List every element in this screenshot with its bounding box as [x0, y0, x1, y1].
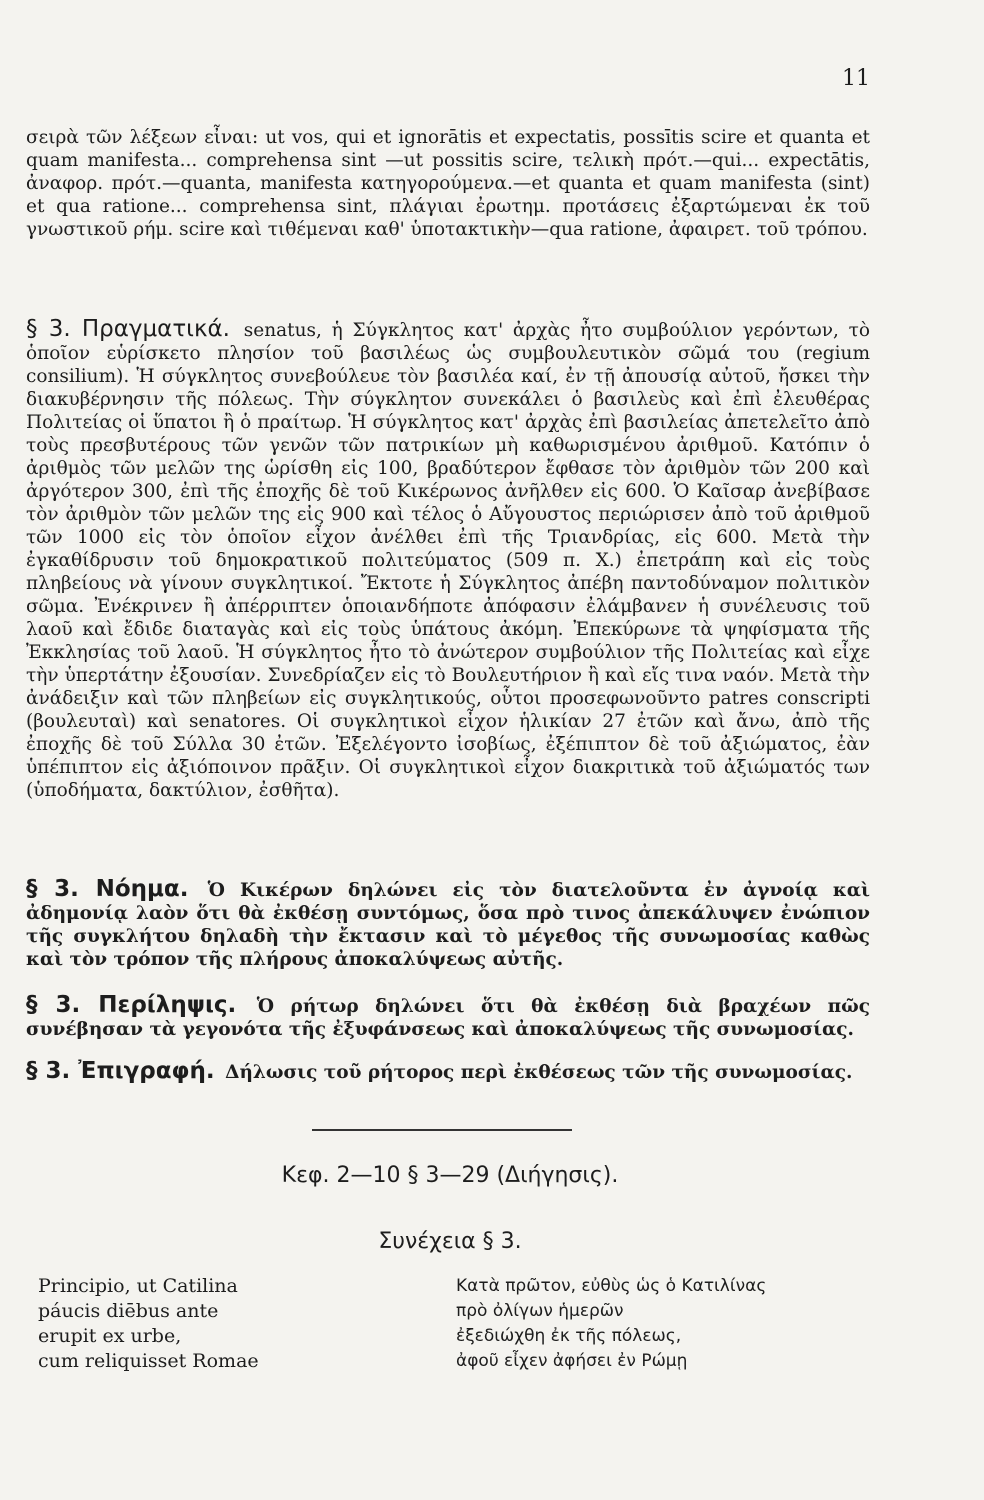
- latin-line: Principio, ut Catilina: [38, 1275, 238, 1297]
- paragraph-text: Ὁ ρήτωρ δηλώνει ὅτι θὰ ἐκθέσῃ διὰ βραχέων πῶς συνέβησαν τὰ γεγονότα τῆς ἐξυφάνσεως καὶ ἀποκαλύψεως τῆς συνωμοσίας.: [26, 996, 870, 1040]
- section-heading: § 3. Ἐπιγραφή.: [26, 1058, 215, 1084]
- divider: [312, 1129, 572, 1131]
- paragraph-text: σειρὰ τῶν λέξεων εἶναι: ut vos, qui et ignorātis et expectatis, possītis scire et quanta et quam manifesta... comprehensa sint —ut possitis scire, τελικὴ πρότ.—qui... expectātis, ἀναφορ. πρότ.—quanta, manifesta κατηγορούμενα.—et quanta et quam manifesta (sint) et qua ratione... comprehensa sint, πλάγιαι ἐρωτημ. προτάσεις ἐξαρτώμεναι ἐκ τοῦ γνωστικοῦ ρήμ. scire καὶ τιθέμεναι καθ' ὑποτακτικὴν—qua ratione, ἀφαιρετ. τοῦ τρόπου.: [26, 127, 870, 240]
- paragraph-pragmatika: [26, 318, 870, 802]
- paragraph-perilipsis: [26, 994, 870, 1041]
- continuation-heading: Συνέχεια § 3.: [378, 1229, 522, 1254]
- paragraph-syntax: [26, 126, 870, 241]
- section-heading: § 3. Πραγματικά.: [26, 316, 230, 342]
- section-heading: § 3. Περίληψις.: [26, 992, 237, 1018]
- paragraph-epigrafi: [26, 1060, 870, 1084]
- greek-translation-column: [456, 1274, 886, 1374]
- paragraph-noima: [26, 878, 870, 971]
- greek-line: πρὸ ὀλίγων ἡμερῶν: [456, 1301, 624, 1321]
- paragraph-text: Ὁ Κικέρων δηλώνει εἰς τὸν διατελοῦντα ἐν ἀγνοίᾳ καὶ ἀδημονίᾳ λαὸν ὅτι θὰ ἐκθέσῃ συντόμως, ὅσα πρὸ τινος ἀπεκάλυψεν ἐνώπιον τῆς συγκλήτου δηλαδὴ τὴν ἔκτασιν καὶ τὸ μέγεθος τῆς συνωμοσίας καθὼς καὶ τὸν τρόπον τῆς πλήρους ἀποκαλύψεως αὐτῆς.: [26, 880, 870, 970]
- greek-line: ἐξεδιώχθη ἐκ τῆς πόλεως,: [456, 1326, 682, 1346]
- page-number: 11: [842, 66, 870, 91]
- paragraph-text: senatus, ἡ Σύγκλητος κατ' ἀρχὰς ἦτο συμβούλιον γερόντων, τὸ ὁποῖον εὑρίσκετο πλησίον τοῦ βασιλέως ὡς συμβουλευτικὸν σῶμά του (regium consilium). Ἡ σύγκλητος συνεβούλευε τὸν βασιλέα καί, ἐν τῇ ἀπουσίᾳ αὐτοῦ, ἤσκει τὴν διακυβέρνησιν τῆς πόλεως. Τὴν σύγκλητον συνεκάλει ὁ βασιλεὺς καὶ ἐπὶ ἐλευθέρας Πολιτείας οἱ ὕπατοι ἢ ὁ πραίτωρ. Ἡ σύγκλητος κατ' ἀρχὰς ἐπὶ βασιλείας ἀπετελεῖτο ἀπὸ τοὺς πρεσβυτέρους τῶν γενῶν τῶν πατρικίων μὴ καθωρισμένου ἀριθμοῦ. Κατόπιν ὁ ἀριθμὸς τῶν μελῶν της ὡρίσθη εἰς 100, βραδύτερον ἔφθασε τὸν ἀριθμὸν τῶν 200 καὶ ἀργότερον 300, ἐπὶ τῆς ἐποχῆς δὲ τοῦ Κικέρωνος ἀνῆλθεν εἰς 600. Ὁ Καῖσαρ ἀνεβίβασε τὸν ἀριθμὸν τῶν μελῶν της εἰς 900 καὶ τέλος ὁ Αὔγουστος περιώρισεν ἀπὸ τοῦ ἀριθμοῦ τῶν 1000 εἰς τὸν ὁποῖον εἶχον ἀνέλθει ἐπὶ τῆς Τριανδρίας, εἰς 600. Μετὰ τὴν ἐγκαθίδρυσιν τοῦ δημοκρατικοῦ πολιτεύματος (509 π. Χ.) ἐπετράπη καὶ εἰς τοὺς πληβείους νὰ γίνουν συγκλητικοί. Ἔκτοτε ἡ Σύγκλητος ἀπέβη παντοδύναμον πολιτικὸν σῶμα. Ἐνέκρινεν ἢ ἀπέρριπτεν ὁποιανδήποτε ἀπόφασιν ἐλάμβανεν ἡ συνέλευσις τοῦ λαοῦ καὶ ἔδιδε διαταγὰς καὶ εἰς τοὺς ὑπάτους ἀκόμη. Ἐπεκύρωνε τὰ ψηφίσματα τῆς Ἐκκλησίας τοῦ λαοῦ. Ἡ σύγκλητος ἦτο τὸ ἀνώτερον συμβούλιον τῆς Πολιτείας καὶ εἶχε τὴν ὑπερτάτην ἐξουσίαν. Συνεδρίαζεν εἰς τὸ Βουλευτήριον ἢ καὶ εἴς τινα ναόν. Μετὰ τὴν ἀνάδειξιν καὶ τῶν πληβείων εἰς συγκλητικούς, οὗτοι προσεφωνοῦντο patres conscripti (βουλευταὶ) καὶ senatores. Οἱ συγκλητικοὶ εἶχον ἡλικίαν 27 ἐτῶν καὶ ἄνω, ἀπὸ τῆς ἐποχῆς δὲ τοῦ Σύλλα 30 ἐτῶν. Ἐξελέγοντο ἰσοβίως, ἐξέπιπτον δὲ τοῦ ἀξιώματος, ἐὰν ὑπέπιπτον εἰς ἀξιόποινον πρᾶξιν. Οἱ συγκλητικοὶ εἶχον διακριτικὰ τοῦ ἀξιώματός των (ὑποδήματα, δακτύλιον, ἐσθῆτα).: [26, 320, 870, 801]
- latin-line: erupit ex urbe,: [38, 1325, 182, 1347]
- section-heading: § 3. Νόημα.: [26, 876, 189, 902]
- latin-line: cum reliquisset Romae: [38, 1350, 259, 1372]
- greek-line: Κατὰ πρῶτον, εὐθὺς ὡς ὁ Κατιλίνας: [456, 1276, 767, 1296]
- latin-text-column: [38, 1274, 418, 1374]
- chapter-heading: Κεφ. 2—10 § 3—29 (Διήγησις).: [281, 1163, 619, 1188]
- greek-line: ἀφοῦ εἶχεν ἀφήσει ἐν Ρώμῃ: [456, 1351, 688, 1371]
- paragraph-text: Δήλωσις τοῦ ρήτορος περὶ ἐκθέσεως τῶν τῆς συνωμοσίας.: [225, 1062, 853, 1083]
- latin-line: páucis diēbus ante: [38, 1300, 219, 1322]
